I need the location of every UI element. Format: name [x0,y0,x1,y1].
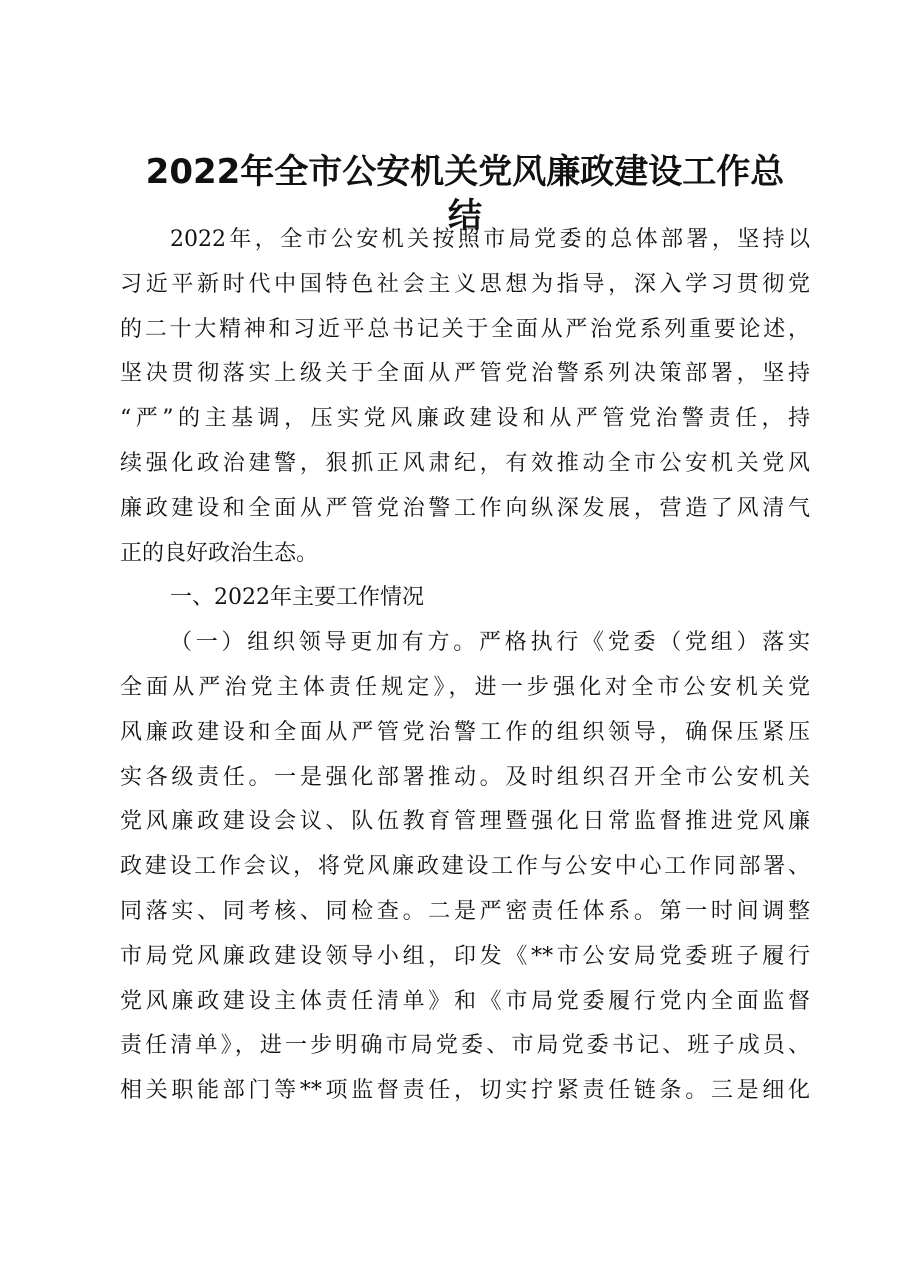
title-line: 2022年全市公安机关党风廉政建设工作总 [145,152,785,192]
section-heading [120,576,810,621]
text-line: 续强化政治建警，狠抓正风肃纪，有效推动全市公安机关党风 [120,450,810,476]
text-line: 习近平新时代中国特色社会主义思想为指导，深入学习贯彻党 [120,271,810,297]
title-line: 结 [448,196,482,236]
text-line: 责任清单》，进一步明确市局党委、市局党委书记、班子成员、 [120,1033,810,1059]
text-line: 政建设工作会议，将党风廉政建设工作与公安中心工作同部署、 [120,854,810,880]
text-line: 全面从严治党主体责任规定》，进一步强化对全市公安机关党 [120,674,810,700]
paragraph-organization [120,621,810,1114]
text-line: “严”的主基调，压实党风廉政建设和从严管党治警责任，持 [120,406,810,432]
text-line: （一）组织领导更加有方。严格执行《党委（党组）落实 [170,630,810,656]
text-line: 廉政建设和全面从严管党治警工作向纵深发展，营造了风清气 [120,495,810,521]
text-line: 的二十大精神和习近平总书记关于全面从严治党系列重要论述， [120,316,810,342]
text-line: 实各级责任。一是强化部署推动。及时组织召开全市公安机关 [120,764,810,790]
text-line: 同落实、同考核、同检查。二是严密责任体系。第一时间调整 [120,898,810,924]
text-line: 党风廉政建设会议、队伍教育管理暨强化日常监督推进党风廉 [120,809,810,835]
text-line: 市局党风廉政建设领导小组，印发《**市公安局党委班子履行 [120,943,810,969]
paragraph-intro [120,218,810,576]
text-line: 风廉政建设和全面从严管党治警工作的组织领导，确保压紧压 [120,719,810,745]
heading-line: 一、2022年主要工作情况 [170,585,424,611]
text-line: 坚决贯彻落实上级关于全面从严管党治警系列决策部署，坚持 [120,361,810,387]
text-line: 相关职能部门等**项监督责任，切实拧紧责任链条。三是细化 [120,1078,810,1104]
document-body [120,218,810,1114]
text-line: 2022年，全市公安机关按照市局党委的总体部署，坚持以 [170,227,810,252]
text-line: 党风廉政建设主体责任清单》和《市局党委履行党内全面监督 [120,988,810,1014]
text-line: 正的良好政治生态。 [120,540,319,566]
